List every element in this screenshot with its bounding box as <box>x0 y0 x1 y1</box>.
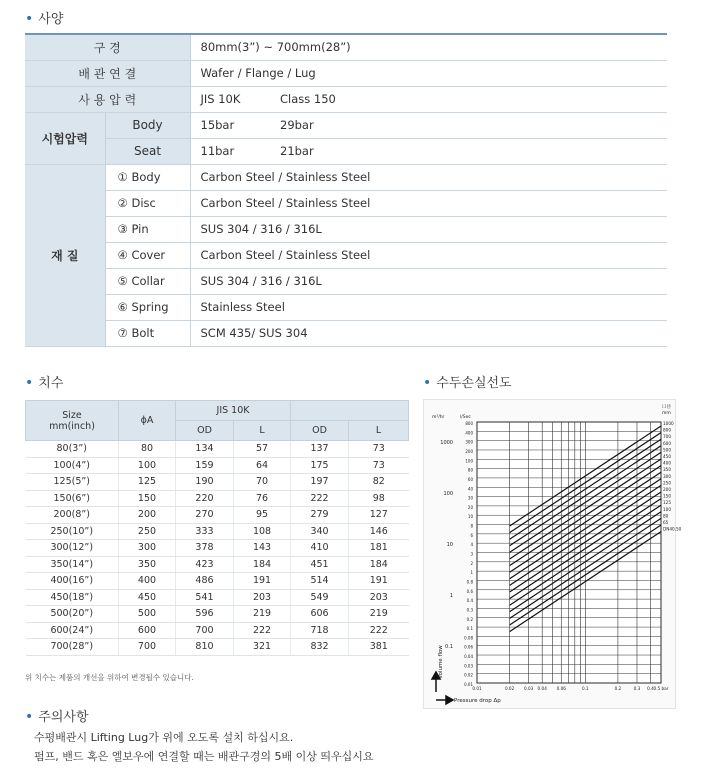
table-row <box>26 540 409 557</box>
table-cell: 279 <box>291 507 349 524</box>
table-cell: 184 <box>349 556 409 573</box>
table-row <box>26 556 409 573</box>
test-seat-class: 21bar <box>270 138 667 164</box>
chart-section-title <box>423 372 512 391</box>
y-axis-label: Volume flow <box>438 645 444 679</box>
y-left-tick-label: 1000 <box>440 440 453 446</box>
table-cell: 549 <box>291 589 349 606</box>
diameter-label: 200 <box>663 487 671 492</box>
table-row <box>26 589 409 606</box>
table-cell: 400 <box>119 573 176 590</box>
diameter-label: 65 <box>663 520 669 525</box>
table-cell: 350(14”) <box>26 556 119 573</box>
table-cell: 80 <box>119 441 176 458</box>
table-cell: 222 <box>234 622 291 639</box>
table-cell: 150 <box>119 490 176 507</box>
material-row <box>25 242 667 268</box>
material-row <box>25 164 667 190</box>
material-part: ⑥ Spring <box>105 294 190 320</box>
table-cell: 80(3”) <box>26 441 119 458</box>
table-cell: 100(4”) <box>26 457 119 474</box>
y-mid-tick-label: 0.02 <box>464 672 473 678</box>
table-cell: 810 <box>176 639 234 656</box>
table-cell: 410 <box>291 540 349 557</box>
test-pressure-label: 시험압력 <box>25 112 105 164</box>
table-cell: 340 <box>291 523 349 540</box>
table-cell: 191 <box>349 573 409 590</box>
y-mid-tick-label: 0.8 <box>466 579 473 585</box>
table-cell: 197 <box>291 474 349 491</box>
diameter-label: 300 <box>663 473 671 479</box>
y-mid-tick-label: 0.03 <box>464 663 473 669</box>
material-part: ② Disc <box>105 190 190 216</box>
y-mid-tick-label: 0.08 <box>464 635 473 641</box>
table-cell: 222 <box>291 490 349 507</box>
diameter-label: 500 <box>663 447 671 453</box>
bullet-icon: • <box>25 375 34 391</box>
table-cell: 150(6”) <box>26 490 119 507</box>
table-row <box>26 441 409 458</box>
y-left-tick-label: 1 <box>449 593 453 599</box>
table-cell: 100 <box>119 457 176 474</box>
dimension-table <box>25 400 409 656</box>
y-left-tick-label: 100 <box>443 491 453 497</box>
table-cell: 191 <box>234 573 291 590</box>
y-mid-tick-label: 2 <box>470 560 473 566</box>
table-cell: 600 <box>119 622 176 639</box>
table-cell: 73 <box>349 457 409 474</box>
test-body-jis: 15bar <box>190 112 270 138</box>
bullet-icon: • <box>423 375 432 391</box>
table-cell: 451 <box>291 556 349 573</box>
table-cell: 220 <box>176 490 234 507</box>
y-mid-tick-label: 0.6 <box>466 588 473 594</box>
table-cell: 300 <box>119 540 176 557</box>
table-row <box>26 490 409 507</box>
material-value: Carbon Steel / Stainless Steel <box>190 164 667 190</box>
pressure-loss-chart <box>423 399 682 709</box>
table-cell: 95 <box>234 507 291 524</box>
material-row <box>25 294 667 320</box>
table-cell: 82 <box>349 474 409 491</box>
y-mid-tick-label: 30 <box>467 495 473 501</box>
x-tick-label: 0.03 <box>524 686 534 691</box>
material-part: ⑤ Collar <box>105 268 190 294</box>
table-cell: 486 <box>176 573 234 590</box>
table-cell: 450(18”) <box>26 589 119 606</box>
table-cell: 190 <box>176 474 234 491</box>
y-mid-tick-label: 100 <box>465 458 473 464</box>
table-row <box>26 507 409 524</box>
table-cell: 700 <box>176 622 234 639</box>
table-cell: 450 <box>119 589 176 606</box>
material-value: Carbon Steel / Stainless Steel <box>190 190 667 216</box>
material-part: ⑦ Bolt <box>105 320 190 346</box>
table-cell: 200(8”) <box>26 507 119 524</box>
x-axis-label: Pressure drop Δp <box>454 698 501 704</box>
right-arrow-icon <box>436 696 453 704</box>
material-part: ④ Cover <box>105 242 190 268</box>
y-mid-tick-label: 400 <box>465 430 473 436</box>
table-cell: 125(5”) <box>26 474 119 491</box>
table-cell: 596 <box>176 606 234 623</box>
table-cell: 108 <box>234 523 291 540</box>
diameter-label: 1000 <box>663 421 674 426</box>
table-cell: 203 <box>349 589 409 606</box>
x-tick-label: 0.2 <box>614 686 622 691</box>
table-cell: 219 <box>234 606 291 623</box>
material-part: ③ Pin <box>105 216 190 242</box>
pressure-class: Class 150 <box>270 86 667 112</box>
material-row <box>25 216 667 242</box>
diameter-label: 450 <box>663 454 671 459</box>
table-cell: 718 <box>291 622 349 639</box>
table-row <box>26 606 409 623</box>
y-mid-tick-label: 3 <box>470 551 473 557</box>
dimension-note: 위 치수는 제품의 개선을 위하여 변경될수 있습니다. <box>25 673 194 682</box>
table-cell: 222 <box>349 622 409 639</box>
diameter-label: 100 <box>663 506 671 512</box>
spec-row-test-seat <box>25 138 667 164</box>
y-mid-tick-label: 20 <box>467 504 473 510</box>
table-cell: 125 <box>119 474 176 491</box>
diameter-label: 150 <box>663 493 671 499</box>
size-header-label: Size <box>62 409 82 421</box>
material-label: 재 질 <box>25 164 105 346</box>
y-mid-tick-label: 0.01 <box>464 682 473 687</box>
diameter-label: 구 경 <box>25 34 190 60</box>
y-mid-tick-label: 200 <box>465 448 473 454</box>
table-cell: 159 <box>176 457 234 474</box>
diameter-label: 125 <box>663 500 671 506</box>
unit-right-label: mm <box>662 411 671 416</box>
connection-value: Wafer / Flange / Lug <box>190 60 667 86</box>
diameter-label: 400 <box>663 460 671 466</box>
y-left-tick-label: 0.1 <box>445 644 453 650</box>
spec-title: 사양 <box>38 12 64 27</box>
table-row <box>26 457 409 474</box>
table-cell: 832 <box>291 639 349 656</box>
x-tick-label: 0.1 <box>581 686 589 691</box>
table-cell: 98 <box>349 490 409 507</box>
spec-section-title <box>25 8 63 27</box>
y-mid-tick-label: 0.2 <box>466 616 473 622</box>
table-cell: 137 <box>291 441 349 458</box>
x-tick-label: 0.01 <box>472 686 482 691</box>
table-cell: 184 <box>234 556 291 573</box>
y-mid-tick-label: 0.3 <box>466 607 473 613</box>
l-header: L <box>234 421 291 441</box>
diameter-label: 80 <box>663 513 669 519</box>
table-cell: 76 <box>234 490 291 507</box>
material-value: SUS 304 / 316 / 316L <box>190 216 667 242</box>
pressure-loss-chart-svg <box>424 400 682 710</box>
y-mid-tick-label: 6 <box>470 532 473 538</box>
table-cell: 300(12”) <box>26 540 119 557</box>
unit-right-top-label: 口径 <box>662 405 671 410</box>
material-value: Stainless Steel <box>190 294 667 320</box>
pressure-label: 사 용 압 력 <box>25 86 190 112</box>
table-row <box>26 622 409 639</box>
table-cell: 606 <box>291 606 349 623</box>
table-cell: 333 <box>176 523 234 540</box>
bullet-icon: • <box>25 709 34 725</box>
test-body-label: Body <box>105 112 190 138</box>
table-cell: 175 <box>291 457 349 474</box>
y-mid-tick-label: 0.4 <box>466 598 473 604</box>
material-value: SUS 304 / 316 / 316L <box>190 268 667 294</box>
od-header: OD <box>291 421 349 441</box>
diameter-label: 700 <box>663 434 671 440</box>
table-row <box>26 573 409 590</box>
x-tick-label: 0.02 <box>504 686 515 691</box>
spec-row-diameter <box>25 34 667 60</box>
y-mid-tick-label: 4 <box>470 542 473 548</box>
table-cell: 350 <box>119 556 176 573</box>
table-cell: 57 <box>234 441 291 458</box>
x-tick-label: 0.3 <box>633 686 641 691</box>
phi-a-header: ϕA <box>119 401 176 441</box>
table-cell: 73 <box>349 441 409 458</box>
y-mid-tick-label: 0.1 <box>466 626 473 632</box>
y-mid-tick-label: 60 <box>467 476 473 482</box>
unit-mid-label: l/Sec <box>460 415 471 420</box>
table-cell: 378 <box>176 540 234 557</box>
table-cell: 146 <box>349 523 409 540</box>
y-mid-tick-label: 10 <box>467 514 473 520</box>
diameter-value: 80mm(3”) ~ 700mm(28”) <box>190 34 667 60</box>
table-cell: 200 <box>119 507 176 524</box>
spec-row-connection <box>25 60 667 86</box>
spec-row-pressure <box>25 86 667 112</box>
dimensions-title: 치수 <box>38 376 64 391</box>
table-cell: 270 <box>176 507 234 524</box>
table-cell: 203 <box>234 589 291 606</box>
y-mid-tick-label: 0.04 <box>464 654 473 660</box>
table-cell: 321 <box>234 639 291 656</box>
table-cell: 400(16”) <box>26 573 119 590</box>
diameter-label: 350 <box>663 467 671 473</box>
table-cell: 700 <box>119 639 176 656</box>
caution-section-title <box>25 706 89 725</box>
diameter-label: 800 <box>663 427 671 433</box>
class-header <box>291 401 409 421</box>
material-value: Carbon Steel / Stainless Steel <box>190 242 667 268</box>
pressure-jis: JIS 10K <box>190 86 270 112</box>
diameter-label: 250 <box>663 480 671 486</box>
diameter-label: DN40,50 <box>663 526 682 532</box>
x-tick-label: 0.04 <box>537 686 547 691</box>
material-row <box>25 268 667 294</box>
y-mid-tick-label: 0.06 <box>464 644 473 650</box>
table-cell: 541 <box>176 589 234 606</box>
test-seat-label: Seat <box>105 138 190 164</box>
caution-title: 주의사항 <box>38 710 89 725</box>
chart-title: 수두손실선도 <box>436 376 512 391</box>
caution-line: 수평배관시 Lifting Lug가 위에 오도록 설치 하십시요. <box>34 731 294 744</box>
table-cell: 70 <box>234 474 291 491</box>
material-row <box>25 190 667 216</box>
table-row <box>26 639 409 656</box>
od-header: OD <box>176 421 234 441</box>
size-header <box>26 401 119 441</box>
table-cell: 250(10”) <box>26 523 119 540</box>
material-part: ① Body <box>105 164 190 190</box>
table-cell: 700(28”) <box>26 639 119 656</box>
material-row <box>25 320 667 346</box>
table-cell: 250 <box>119 523 176 540</box>
table-row <box>26 523 409 540</box>
size-unit-label: mm(inch) <box>49 420 95 432</box>
y-mid-tick-label: 80 <box>467 467 473 473</box>
table-cell: 134 <box>176 441 234 458</box>
y-mid-tick-label: 8 <box>470 523 473 529</box>
y-mid-tick-label: 40 <box>467 486 473 492</box>
table-cell: 423 <box>176 556 234 573</box>
x-tick-label: 0.4 <box>647 686 654 691</box>
table-cell: 600(24”) <box>26 622 119 639</box>
jis-header: JIS 10K <box>176 401 291 421</box>
table-cell: 500 <box>119 606 176 623</box>
spec-table <box>25 33 667 347</box>
test-body-class: 29bar <box>270 112 667 138</box>
table-cell: 381 <box>349 639 409 656</box>
dimensions-section-title <box>25 372 63 391</box>
test-seat-jis: 11bar <box>190 138 270 164</box>
dimension-table-body <box>26 441 409 656</box>
caution-line: 펌프, 밴드 혹은 엘보우에 연결할 때는 배관구경의 5배 이상 띄우십시요 <box>34 750 374 763</box>
y-mid-tick-label: 300 <box>465 439 473 445</box>
table-cell: 500(20”) <box>26 606 119 623</box>
y-mid-tick-label: 1 <box>470 570 473 576</box>
table-cell: 64 <box>234 457 291 474</box>
material-value: SCM 435/ SUS 304 <box>190 320 667 346</box>
table-row <box>26 474 409 491</box>
spec-row-test-body <box>25 112 667 138</box>
table-cell: 514 <box>291 573 349 590</box>
x-tick-label: 0.5 bar <box>653 686 669 691</box>
table-cell: 181 <box>349 540 409 557</box>
bullet-icon: • <box>25 11 34 27</box>
unit-left-label: m³/hr <box>432 415 445 420</box>
l-header: L <box>349 421 409 441</box>
y-mid-tick-label: 800 <box>465 421 473 426</box>
x-tick-label: 0.06 <box>556 686 566 691</box>
connection-label: 배 관 연 결 <box>25 60 190 86</box>
table-cell: 127 <box>349 507 409 524</box>
table-cell: 219 <box>349 606 409 623</box>
diameter-label: 600 <box>663 440 671 446</box>
y-left-tick-label: 10 <box>446 542 453 548</box>
table-cell: 143 <box>234 540 291 557</box>
